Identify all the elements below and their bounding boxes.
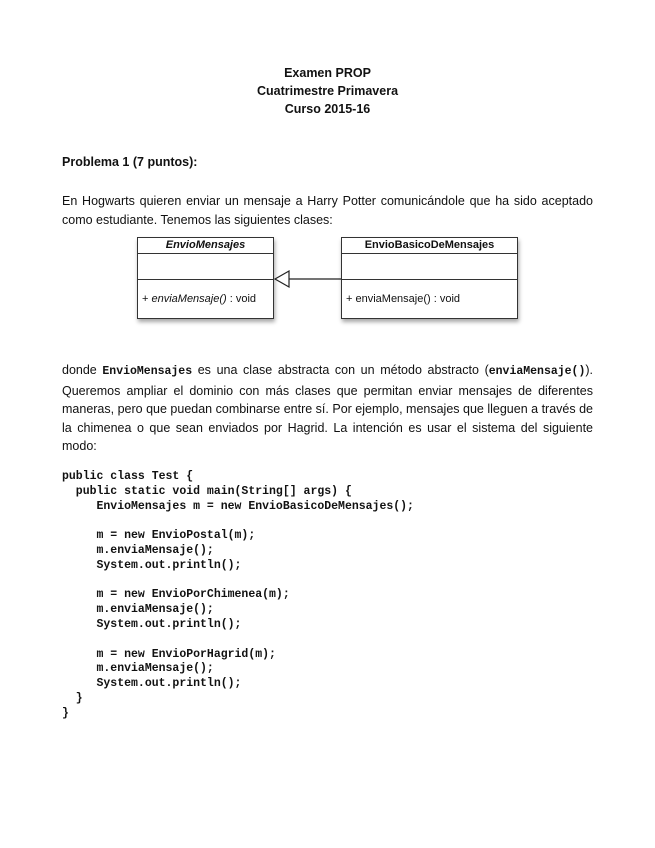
uml-class-name: EnvioBasicoDeMensajes (342, 238, 517, 254)
uml-op-visibility: + (142, 293, 152, 305)
uml-attributes (342, 254, 517, 280)
uml-class-name: EnvioMensajes (138, 238, 273, 254)
uml-operations (138, 280, 273, 318)
code-line: m.enviaMensaje(); (62, 543, 214, 557)
code-line: m = new EnvioPorChimenea(m); (62, 588, 290, 602)
uml-class-envio-basico (341, 237, 518, 319)
code-line: m.enviaMensaje(); (62, 603, 214, 617)
code-block (62, 470, 414, 722)
exam-course: Curso 2015-16 (284, 102, 371, 116)
code-line: EnvioMensajes m = new EnvioBasicoDeMensajes(); (62, 499, 414, 513)
uml-op-name: enviaMensaje() (151, 293, 227, 305)
uml-op-type: : void (226, 293, 257, 305)
code-line (62, 574, 414, 589)
code-line: m.enviaMensaje(); (62, 662, 214, 676)
problem-description (62, 361, 593, 456)
desc-text: es una clase abstracta con un método abstracto ( (192, 363, 489, 377)
code-line: System.out.println(); (62, 677, 242, 691)
inline-code-class: EnvioMensajes (102, 365, 193, 378)
uml-class-envio-mensajes (137, 237, 274, 319)
code-line: public static void main(String[] args) { (62, 484, 352, 498)
code-line: public class Test { (62, 470, 194, 483)
exam-term: Cuatrimestre Primavera (256, 84, 399, 98)
desc-text: donde (62, 363, 103, 377)
inheritance-arrow (272, 266, 342, 292)
code-line: System.out.println(); (62, 617, 242, 631)
problem-intro: En Hogwarts quieren enviar un mensaje a Harry Potter comunicándole que ha sido aceptado como estudiante. Tenemos las siguientes clases: (62, 194, 593, 227)
problem-title: Problema 1 (7 puntos): (62, 155, 198, 169)
exam-header (0, 64, 655, 118)
code-line (62, 633, 414, 648)
exam-title: Examen PROP (284, 66, 371, 80)
code-line: m = new EnvioPostal(m); (62, 529, 256, 543)
desc-text: ). Queremos ampliar el dominio con más clases que permitan enviar mensajes de diferentes maneras, pero que puedan combinarse entre sí. Por ejemplo, mensajes que lleguen a través de la chimenea o que sean enviados por Hagrid. La intención es usar el sistema del siguiente modo: (62, 363, 593, 453)
code-line: } (62, 706, 69, 720)
code-line: } (62, 691, 83, 705)
uml-attributes (138, 254, 273, 280)
code-line (62, 514, 414, 529)
code-line: m = new EnvioPorHagrid(m); (62, 647, 276, 661)
uml-operations: + enviaMensaje() : void (346, 293, 461, 305)
inline-code-method: enviaMensaje() (488, 365, 586, 378)
code-line: System.out.println(); (62, 558, 242, 572)
